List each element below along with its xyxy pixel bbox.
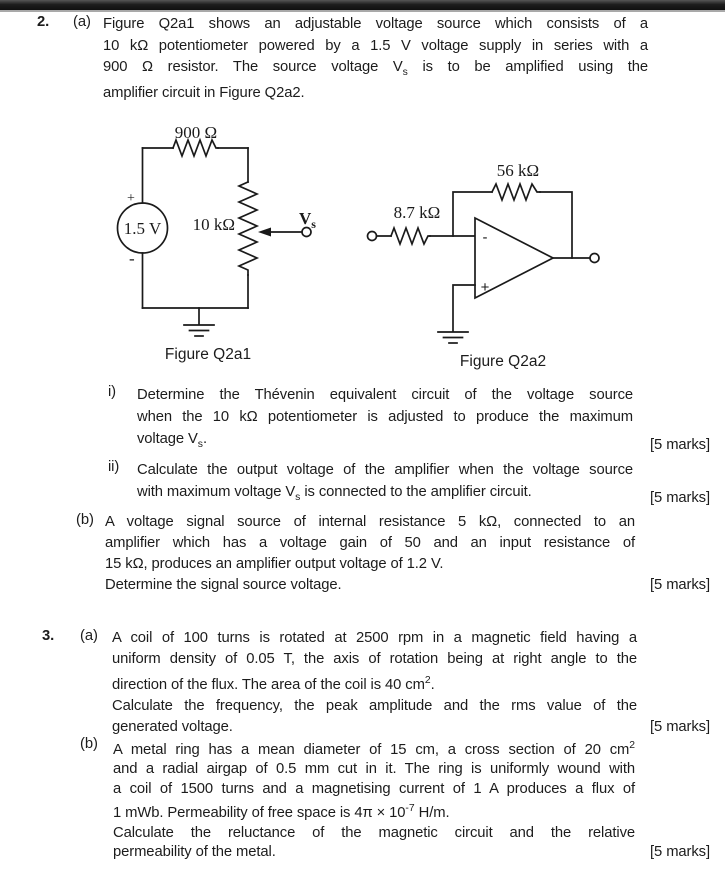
- item-i-label: i): [108, 384, 117, 400]
- part-b-label: (b): [76, 512, 94, 528]
- marks-badge: [5 marks]: [650, 844, 710, 861]
- text-line: permeability of the metal.: [113, 844, 276, 861]
- source-plus-sign: +: [127, 191, 135, 206]
- vs-terminal-circle: [302, 228, 311, 237]
- resistor-900-label: 900 Ω: [174, 123, 218, 142]
- question-3a-text: [112, 628, 637, 738]
- text-line: generated voltage.: [112, 718, 233, 735]
- text-line: when the 10 kΩ potentiometer is adjusted to produce the maximum: [137, 409, 633, 425]
- question-2-intro: [0, 14, 725, 105]
- feedback-resistor-label: 56 kΩ: [496, 161, 540, 180]
- figure-q2a2-diagram: [360, 140, 610, 372]
- text-line: Calculate the output voltage of the amplifier when the voltage source: [137, 462, 633, 478]
- output-terminal-circle: [590, 254, 599, 263]
- text-line: and a radial airgap of 0.5 mm cut in it. The ring is uniformly wound with: [113, 761, 635, 778]
- part-b-label: (b): [80, 736, 98, 752]
- text-line: A coil of 100 turns is rotated at 2500 rpm in a magnetic field having a: [112, 630, 637, 646]
- text-line: uniform density of 0.05 T, the axis of rotation being at right angle to the: [112, 651, 637, 667]
- input-resistor-label: 8.7 kΩ: [393, 203, 441, 222]
- resistor-900-symbol: [173, 140, 218, 156]
- marks-badge: [5 marks]: [650, 436, 710, 453]
- text-line: Determine the signal source voltage.: [105, 577, 342, 593]
- feedback-resistor-symbol: [492, 184, 540, 200]
- opamp-noninverting-sign: +: [480, 279, 490, 296]
- part-a-label: (a): [80, 628, 98, 644]
- wire: [453, 285, 475, 331]
- text-line: 900 Ω resistor. The source voltage $V_s$ is to be amplified using the: [103, 59, 648, 78]
- text-line: 10 kΩ potentiometer powered by a 1.5 V voltage supply in series with a: [103, 37, 648, 54]
- potentiometer-label: 10 kΩ: [192, 215, 235, 234]
- text-line: with maximum voltage $V_s$ is connected to the amplifier circuit.: [137, 484, 532, 503]
- feedback-wire: [540, 192, 572, 258]
- question-2a-ii: [0, 459, 725, 509]
- marks-badge: [5 marks]: [650, 577, 710, 593]
- text-line: direction of the flux. The area of the coil is 40 $cm^2$.: [112, 675, 435, 693]
- question-3a: [0, 628, 725, 738]
- item-ii-label: ii): [108, 459, 120, 475]
- source-minus-sign: -: [129, 249, 135, 268]
- item-i-text: [137, 384, 633, 456]
- figure-q2a1-diagram: [110, 118, 330, 370]
- input-resistor-symbol: [391, 228, 430, 244]
- marks-badge: [5 marks]: [650, 718, 710, 735]
- text-line: amplifier circuit in Figure Q2a2.: [103, 85, 305, 102]
- input-terminal-circle: [368, 232, 377, 241]
- source-value-label: 1.5 V: [123, 219, 162, 238]
- question-2-number: 2.: [37, 14, 50, 30]
- text-line: Determine the Thévenin equivalent circuit of the voltage source: [137, 387, 633, 403]
- question-2b: [0, 512, 725, 596]
- question-3b-text: [113, 736, 635, 863]
- item-ii-text: [137, 459, 633, 509]
- scan-top-edge: [0, 0, 725, 12]
- text-line: voltage $V_s$.: [137, 431, 207, 450]
- text-line: Calculate the frequency, the peak amplitude and the rms value of the: [112, 697, 637, 714]
- figure-q2a2-caption: Figure Q2a2: [459, 353, 547, 370]
- text-line: 1 mWb. Permeability of free space is $4\pi \times 10^{-7}$ H/m.: [113, 803, 450, 822]
- text-line: a coil of 1500 turns and a magnetising current of 1 A produces a flux of: [113, 780, 635, 797]
- question-3-number: 3.: [42, 628, 55, 644]
- question-2b-text: [105, 512, 635, 596]
- part-a-label: (a): [73, 14, 91, 30]
- figure-q2a1-caption: Figure Q2a1: [164, 346, 252, 363]
- opamp-inverting-sign: -: [482, 229, 488, 246]
- question-2a-text: [103, 14, 648, 105]
- wiper-arrowhead-icon: [258, 228, 271, 237]
- text-line: A metal ring has a mean diameter of 15 cm, a cross section of 20 $cm^2$: [113, 740, 635, 758]
- text-line: Calculate the reluctance of the magnetic circuit and the relative: [113, 824, 635, 841]
- vs-label: $V_s$: [299, 209, 316, 231]
- text-line: amplifier which has a voltage gain of 50 and an input resistance of: [105, 535, 635, 551]
- text-line: Figure Q2a1 shows an adjustable voltage source which consists of a: [103, 16, 648, 32]
- marks-badge: [5 marks]: [650, 489, 710, 506]
- question-2a-i: [0, 384, 725, 456]
- text-line: A voltage signal source of internal resistance 5 kΩ, connected to an: [105, 514, 635, 530]
- potentiometer-symbol: [239, 182, 257, 275]
- text-line: 15 kΩ, produces an amplifier output voltage of 1.2 V.: [105, 556, 444, 572]
- question-3b: [0, 736, 725, 863]
